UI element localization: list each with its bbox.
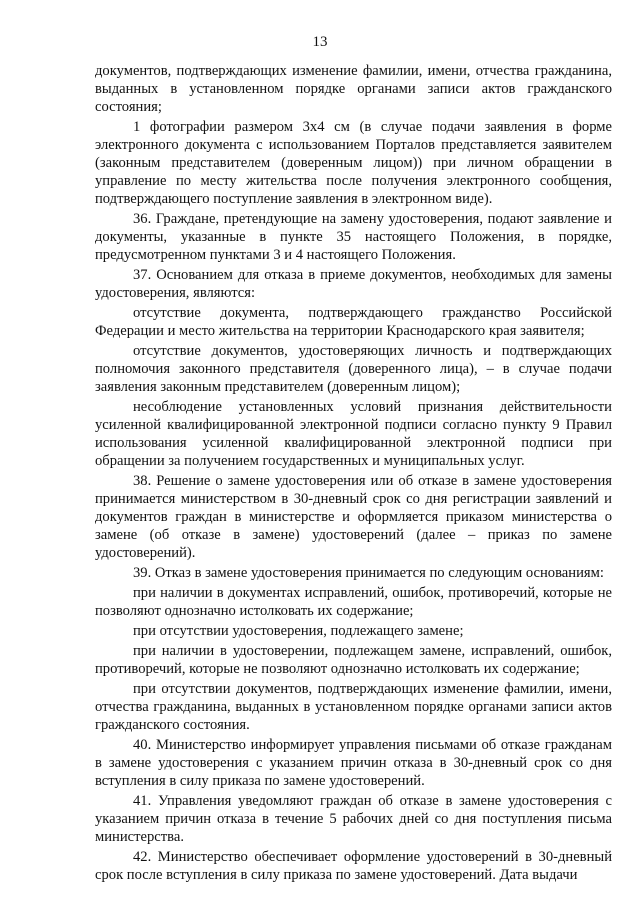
page-number: 13 <box>312 34 328 50</box>
paragraph: при отсутствии удостоверения, подлежащего замене; <box>133 623 464 639</box>
paragraph-item-38: 38. Решение о замене удостоверения или об отказе в замене удостоверения принимается министерством в 30-дневный срок со дня регистрации заявлений и документов граждан в министерстве и оформляется приказом министерства о замене (об отказе в замене) удостоверений (далее – приказ по замене удостоверений). <box>95 473 612 561</box>
paragraph-item-37: 37. Основанием для отказа в приеме документов, необходимых для замены удостоверения, являются: <box>95 267 612 301</box>
paragraph-item-42: 42. Министерство обеспечивает оформление удостоверений в 30-дневный срок после вступления в силу приказа по замене удостоверений. Дата выдачи <box>95 849 612 883</box>
paragraph: при наличии в документах исправлений, ошибок, противоречий, которые не позволяют однозначно истолковать их содержание; <box>95 585 612 619</box>
paragraph-continuation: документов, подтверждающих изменение фамилии, имени, отчества гражданина, выданных в установленном порядке органами записи актов гражданского состояния; <box>95 63 612 115</box>
paragraph-item-36: 36. Граждане, претендующие на замену удостоверения, подают заявление и документы, указанные в пункте 35 настоящего Положения, в порядке, предусмотренном пунктами 3 и 4 настоящего Положения. <box>95 211 612 263</box>
paragraph: при отсутствии документов, подтверждающих изменение фамилии, имени, отчества гражданина, выданных в установленном порядке органами записи актов гражданского состояния. <box>95 681 612 733</box>
paragraph: отсутствие документов, удостоверяющих личность и подтверждающих полномочия законного представителя (доверенного лица), – в случае подачи заявления законным представителем (доверенным лицом); <box>95 343 612 395</box>
paragraph-item-41: 41. Управления уведомляют граждан об отказе в замене удостоверения с указанием причин отказа в течение 5 рабочих дней со дня поступления письма министерства. <box>95 793 612 845</box>
paragraph: несоблюдение установленных условий признания действительности усиленной квалифицированной электронной подписи согласно пункту 9 Правил использования усиленной квалифицированной электронной подписи при обращении за получением государственных и муниципальных услуг. <box>95 399 612 469</box>
document-body <box>95 62 612 886</box>
paragraph-item-40: 40. Министерство информирует управления письмами об отказе гражданам в замене удостоверения с указанием причин отказа в 30-дневный срок со дня вступления в силу приказа по замене удостоверений. <box>95 737 612 789</box>
paragraph: 1 фотографии размером 3х4 см (в случае подачи заявления в форме электронного документа с использованием Порталов представляется заявителем (законным представителем (доверенным лицом)) при личном обращении в управление по месту жительства после получения электронного сообщения, подтверждающего поступление заявления в электронном виде). <box>95 119 612 207</box>
paragraph: отсутствие документа, подтверждающего гражданство Российской Федерации и место жительства на территории Краснодарского края заявителя; <box>95 305 612 339</box>
paragraph: при наличии в удостоверении, подлежащем замене, исправлений, ошибок, противоречий, которые не позволяют однозначно истолковать их содержание; <box>95 643 612 677</box>
paragraph-item-39: 39. Отказ в замене удостоверения принимается по следующим основаниям: <box>133 565 604 581</box>
